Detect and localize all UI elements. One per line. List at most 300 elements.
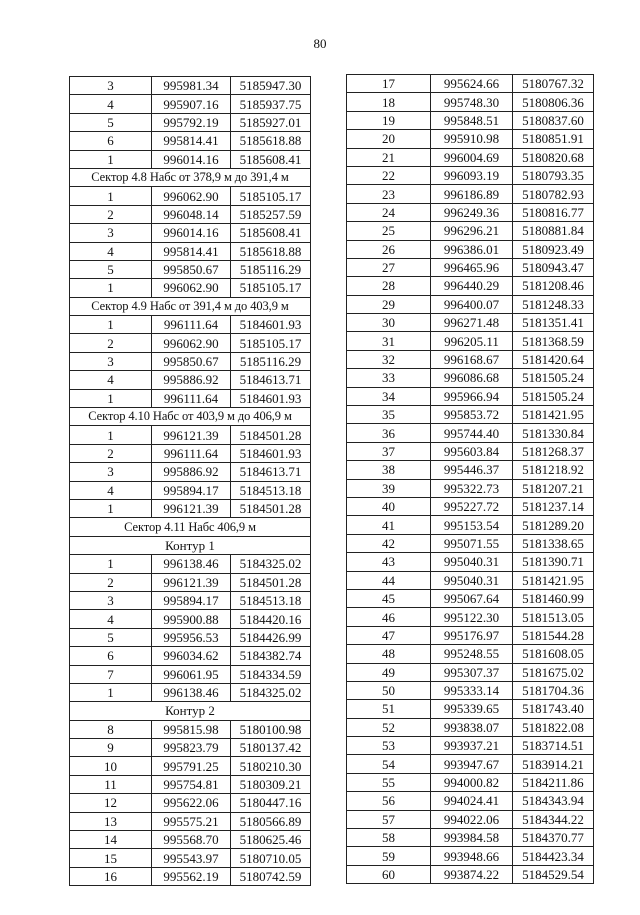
table-row: [347, 130, 594, 148]
table-row: [70, 463, 311, 481]
y-coordinate-cell: 5180837.60: [513, 111, 594, 129]
point-number-cell: 1: [70, 683, 152, 701]
y-coordinate-cell: 5184613.71: [231, 371, 311, 389]
point-number-cell: 21: [347, 148, 431, 166]
table-row: [347, 258, 594, 276]
table-row: [347, 773, 594, 791]
point-number-cell: 19: [347, 111, 431, 129]
point-number-cell: 20: [347, 130, 431, 148]
y-coordinate-cell: 5184601.93: [231, 389, 311, 407]
table-row: [347, 847, 594, 865]
point-number-cell: 2: [70, 334, 152, 352]
y-coordinate-cell: 5185608.41: [231, 150, 311, 168]
x-coordinate-cell: 995791.25: [152, 757, 231, 775]
point-number-cell: 36: [347, 424, 431, 442]
table-row: [70, 831, 311, 849]
point-number-cell: 45: [347, 589, 431, 607]
x-coordinate-cell: 996296.21: [431, 222, 513, 240]
y-coordinate-cell: 5181544.28: [513, 626, 594, 644]
point-number-cell: 3: [70, 224, 152, 242]
y-coordinate-cell: 5181421.95: [513, 571, 594, 589]
contour-header-row: [70, 702, 311, 720]
x-coordinate-cell: 996111.64: [152, 316, 231, 334]
point-number-cell: 3: [70, 591, 152, 609]
y-coordinate-cell: 5181248.33: [513, 295, 594, 313]
y-coordinate-cell: 5184529.54: [513, 865, 594, 883]
y-coordinate-cell: 5185105.17: [231, 279, 311, 297]
x-coordinate-cell: 996271.48: [431, 314, 513, 332]
x-coordinate-cell: 995153.54: [431, 516, 513, 534]
y-coordinate-cell: 5185937.75: [231, 95, 311, 113]
y-coordinate-cell: 5181743.40: [513, 700, 594, 718]
table-row: [347, 461, 594, 479]
point-number-cell: 35: [347, 406, 431, 424]
point-number-cell: 1: [70, 426, 152, 444]
x-coordinate-cell: 995603.84: [431, 442, 513, 460]
table-row: [347, 387, 594, 405]
x-coordinate-cell: 995815.98: [152, 720, 231, 738]
point-number-cell: 2: [70, 444, 152, 462]
y-coordinate-cell: 5180816.77: [513, 203, 594, 221]
y-coordinate-cell: 5181330.84: [513, 424, 594, 442]
table-row: [70, 867, 311, 885]
x-coordinate-cell: 995907.16: [152, 95, 231, 113]
x-coordinate-cell: 995446.37: [431, 461, 513, 479]
x-coordinate-cell: 996121.39: [152, 573, 231, 591]
x-coordinate-cell: 995622.06: [152, 794, 231, 812]
sector-header-row: [70, 408, 311, 426]
table-row: [70, 647, 311, 665]
table-row: [70, 242, 311, 260]
point-number-cell: 3: [70, 463, 152, 481]
table-row: [347, 553, 594, 571]
y-coordinate-cell: 5184501.28: [231, 499, 311, 517]
point-number-cell: 46: [347, 608, 431, 626]
point-number-cell: 1: [70, 555, 152, 573]
point-number-cell: 15: [70, 849, 152, 867]
point-number-cell: 1: [70, 150, 152, 168]
table-row: [70, 389, 311, 407]
x-coordinate-cell: 996249.36: [431, 203, 513, 221]
x-coordinate-cell: 996034.62: [152, 647, 231, 665]
contour-title: Контур 1: [70, 536, 311, 554]
y-coordinate-cell: 5184513.18: [231, 481, 311, 499]
y-coordinate-cell: 5181237.14: [513, 497, 594, 515]
y-coordinate-cell: 5181289.20: [513, 516, 594, 534]
y-coordinate-cell: 5180806.36: [513, 93, 594, 111]
x-coordinate-cell: 995227.72: [431, 497, 513, 515]
table-row: [70, 426, 311, 444]
table-row: [347, 497, 594, 515]
sector-title: Сектор 4.8 Набс от 378,9 м до 391,4 м: [70, 168, 311, 186]
y-coordinate-cell: 5184601.93: [231, 444, 311, 462]
x-coordinate-cell: 996062.90: [152, 187, 231, 205]
y-coordinate-cell: 5181420.64: [513, 350, 594, 368]
table-row: [347, 645, 594, 663]
x-coordinate-cell: 996111.64: [152, 444, 231, 462]
point-number-cell: 17: [347, 75, 431, 93]
y-coordinate-cell: 5180309.21: [231, 775, 311, 793]
point-number-cell: 2: [70, 573, 152, 591]
table-row: [70, 849, 311, 867]
point-number-cell: 1: [70, 499, 152, 517]
y-coordinate-cell: 5185927.01: [231, 113, 311, 131]
x-coordinate-cell: 996014.16: [152, 224, 231, 242]
table-row: [70, 334, 311, 352]
x-coordinate-cell: 995040.31: [431, 571, 513, 589]
x-coordinate-cell: 993947.67: [431, 755, 513, 773]
x-coordinate-cell: 995624.66: [431, 75, 513, 93]
x-coordinate-cell: 995248.55: [431, 645, 513, 663]
y-coordinate-cell: 5180100.98: [231, 720, 311, 738]
sector-title: Сектор 4.11 Набс 406,9 м: [70, 518, 311, 536]
table-row: [347, 479, 594, 497]
point-number-cell: 3: [70, 77, 152, 95]
x-coordinate-cell: 996121.39: [152, 499, 231, 517]
y-coordinate-cell: 5184382.74: [231, 647, 311, 665]
table-row: [70, 279, 311, 297]
y-coordinate-cell: 5184513.18: [231, 591, 311, 609]
y-coordinate-cell: 5184420.16: [231, 610, 311, 628]
y-coordinate-cell: 5185105.17: [231, 187, 311, 205]
y-coordinate-cell: 5181608.05: [513, 645, 594, 663]
y-coordinate-cell: 5185105.17: [231, 334, 311, 352]
point-number-cell: 14: [70, 831, 152, 849]
point-number-cell: 31: [347, 332, 431, 350]
x-coordinate-cell: 994000.82: [431, 773, 513, 791]
table-row: [347, 626, 594, 644]
y-coordinate-cell: 5184423.34: [513, 847, 594, 865]
point-number-cell: 51: [347, 700, 431, 718]
contour-title: Контур 2: [70, 702, 311, 720]
point-number-cell: 1: [70, 279, 152, 297]
x-coordinate-cell: 995956.53: [152, 628, 231, 646]
point-number-cell: 18: [347, 93, 431, 111]
x-coordinate-cell: 995307.37: [431, 663, 513, 681]
point-number-cell: 43: [347, 553, 431, 571]
y-coordinate-cell: 5184613.71: [231, 463, 311, 481]
point-number-cell: 32: [347, 350, 431, 368]
table-row: [347, 111, 594, 129]
table-row: [347, 829, 594, 847]
x-coordinate-cell: 993937.21: [431, 737, 513, 755]
table-row: [70, 187, 311, 205]
table-row: [347, 332, 594, 350]
y-coordinate-cell: 5180210.30: [231, 757, 311, 775]
contour-header-row: [70, 536, 311, 554]
table-row: [347, 516, 594, 534]
coordinates-table-right-body: [347, 75, 594, 884]
table-row: [347, 148, 594, 166]
point-number-cell: 4: [70, 481, 152, 499]
table-row: [70, 205, 311, 223]
y-coordinate-cell: 5185116.29: [231, 260, 311, 278]
point-number-cell: 5: [70, 113, 152, 131]
y-coordinate-cell: 5180793.35: [513, 166, 594, 184]
point-number-cell: 56: [347, 792, 431, 810]
table-row: [70, 481, 311, 499]
table-row: [70, 95, 311, 113]
y-coordinate-cell: 5181390.71: [513, 553, 594, 571]
table-row: [70, 555, 311, 573]
x-coordinate-cell: 996121.39: [152, 426, 231, 444]
x-coordinate-cell: 995071.55: [431, 534, 513, 552]
table-row: [70, 352, 311, 370]
table-row: [70, 444, 311, 462]
point-number-cell: 23: [347, 185, 431, 203]
point-number-cell: 2: [70, 205, 152, 223]
table-row: [70, 150, 311, 168]
table-row: [347, 681, 594, 699]
y-coordinate-cell: 5181505.24: [513, 369, 594, 387]
x-coordinate-cell: 995122.30: [431, 608, 513, 626]
table-row: [70, 794, 311, 812]
point-number-cell: 26: [347, 240, 431, 258]
point-number-cell: 7: [70, 665, 152, 683]
x-coordinate-cell: 996168.67: [431, 350, 513, 368]
x-coordinate-cell: 996386.01: [431, 240, 513, 258]
table-row: [70, 77, 311, 95]
x-coordinate-cell: 996062.90: [152, 279, 231, 297]
x-coordinate-cell: 996138.46: [152, 683, 231, 701]
table-row: [347, 295, 594, 313]
table-row: [70, 775, 311, 793]
point-number-cell: 5: [70, 260, 152, 278]
point-number-cell: 1: [70, 187, 152, 205]
x-coordinate-cell: 995966.94: [431, 387, 513, 405]
x-coordinate-cell: 995910.98: [431, 130, 513, 148]
table-row: [70, 591, 311, 609]
x-coordinate-cell: 995562.19: [152, 867, 231, 885]
table-row: [347, 755, 594, 773]
x-coordinate-cell: 996014.16: [152, 150, 231, 168]
x-coordinate-cell: 995850.67: [152, 260, 231, 278]
y-coordinate-cell: 5184426.99: [231, 628, 311, 646]
y-coordinate-cell: 5185947.30: [231, 77, 311, 95]
table-row: [347, 166, 594, 184]
coordinates-table-right: [346, 74, 594, 884]
table-row: [347, 424, 594, 442]
table-row: [347, 700, 594, 718]
point-number-cell: 4: [70, 610, 152, 628]
table-row: [347, 534, 594, 552]
point-number-cell: 5: [70, 628, 152, 646]
table-row: [347, 203, 594, 221]
x-coordinate-cell: 993948.66: [431, 847, 513, 865]
point-number-cell: 53: [347, 737, 431, 755]
point-number-cell: 39: [347, 479, 431, 497]
y-coordinate-cell: 5184211.86: [513, 773, 594, 791]
y-coordinate-cell: 5180851.91: [513, 130, 594, 148]
table-row: [347, 240, 594, 258]
table-row: [70, 224, 311, 242]
table-row: [347, 571, 594, 589]
x-coordinate-cell: 996205.11: [431, 332, 513, 350]
point-number-cell: 57: [347, 810, 431, 828]
table-row: [347, 442, 594, 460]
y-coordinate-cell: 5181208.46: [513, 277, 594, 295]
y-coordinate-cell: 5184501.28: [231, 426, 311, 444]
point-number-cell: 11: [70, 775, 152, 793]
point-number-cell: 44: [347, 571, 431, 589]
point-number-cell: 28: [347, 277, 431, 295]
y-coordinate-cell: 5181513.05: [513, 608, 594, 626]
y-coordinate-cell: 5184344.22: [513, 810, 594, 828]
x-coordinate-cell: 995853.72: [431, 406, 513, 424]
x-coordinate-cell: 993874.22: [431, 865, 513, 883]
point-number-cell: 27: [347, 258, 431, 276]
table-row: [70, 628, 311, 646]
y-coordinate-cell: 5185618.88: [231, 242, 311, 260]
point-number-cell: 22: [347, 166, 431, 184]
table-row: [70, 371, 311, 389]
table-row: [347, 737, 594, 755]
table-row: [70, 113, 311, 131]
table-row: [70, 683, 311, 701]
y-coordinate-cell: 5180137.42: [231, 739, 311, 757]
sector-title: Сектор 4.9 Набс от 391,4 м до 403,9 м: [70, 297, 311, 315]
x-coordinate-cell: 994024.41: [431, 792, 513, 810]
x-coordinate-cell: 994022.06: [431, 810, 513, 828]
table-row: [70, 739, 311, 757]
x-coordinate-cell: 995754.81: [152, 775, 231, 793]
y-coordinate-cell: 5185618.88: [231, 132, 311, 150]
y-coordinate-cell: 5181505.24: [513, 387, 594, 405]
point-number-cell: 4: [70, 371, 152, 389]
x-coordinate-cell: 995543.97: [152, 849, 231, 867]
x-coordinate-cell: 996086.68: [431, 369, 513, 387]
point-number-cell: 41: [347, 516, 431, 534]
table-row: [70, 316, 311, 334]
y-coordinate-cell: 5184601.93: [231, 316, 311, 334]
x-coordinate-cell: 995850.67: [152, 352, 231, 370]
table-row: [347, 222, 594, 240]
x-coordinate-cell: 996093.19: [431, 166, 513, 184]
y-coordinate-cell: 5184325.02: [231, 683, 311, 701]
x-coordinate-cell: 995792.19: [152, 113, 231, 131]
y-coordinate-cell: 5181460.99: [513, 589, 594, 607]
table-row: [347, 277, 594, 295]
point-number-cell: 9: [70, 739, 152, 757]
point-number-cell: 55: [347, 773, 431, 791]
coordinates-table-left: [69, 76, 311, 886]
table-row: [347, 608, 594, 626]
x-coordinate-cell: 995886.92: [152, 463, 231, 481]
table-row: [347, 314, 594, 332]
y-coordinate-cell: 5181338.65: [513, 534, 594, 552]
y-coordinate-cell: 5185608.41: [231, 224, 311, 242]
point-number-cell: 12: [70, 794, 152, 812]
point-number-cell: 60: [347, 865, 431, 883]
x-coordinate-cell: 996062.90: [152, 334, 231, 352]
table-row: [70, 757, 311, 775]
point-number-cell: 33: [347, 369, 431, 387]
table-row: [70, 573, 311, 591]
x-coordinate-cell: 996186.89: [431, 185, 513, 203]
point-number-cell: 3: [70, 352, 152, 370]
point-number-cell: 30: [347, 314, 431, 332]
point-number-cell: 52: [347, 718, 431, 736]
x-coordinate-cell: 995814.41: [152, 242, 231, 260]
point-number-cell: 40: [347, 497, 431, 515]
table-row: [347, 185, 594, 203]
y-coordinate-cell: 5181675.02: [513, 663, 594, 681]
point-number-cell: 37: [347, 442, 431, 460]
point-number-cell: 16: [70, 867, 152, 885]
point-number-cell: 54: [347, 755, 431, 773]
point-number-cell: 59: [347, 847, 431, 865]
table-row: [70, 812, 311, 830]
y-coordinate-cell: 5184325.02: [231, 555, 311, 573]
table-row: [347, 865, 594, 883]
x-coordinate-cell: 995040.31: [431, 553, 513, 571]
table-row: [347, 718, 594, 736]
y-coordinate-cell: 5180923.49: [513, 240, 594, 258]
table-row: [347, 792, 594, 810]
point-number-cell: 13: [70, 812, 152, 830]
point-number-cell: 38: [347, 461, 431, 479]
point-number-cell: 48: [347, 645, 431, 663]
point-number-cell: 50: [347, 681, 431, 699]
table-row: [70, 132, 311, 150]
x-coordinate-cell: 993984.58: [431, 829, 513, 847]
y-coordinate-cell: 5184343.94: [513, 792, 594, 810]
table-row: [70, 499, 311, 517]
x-coordinate-cell: 995981.34: [152, 77, 231, 95]
x-coordinate-cell: 995067.64: [431, 589, 513, 607]
y-coordinate-cell: 5180625.46: [231, 831, 311, 849]
x-coordinate-cell: 996061.95: [152, 665, 231, 683]
point-number-cell: 34: [347, 387, 431, 405]
x-coordinate-cell: 995744.40: [431, 424, 513, 442]
point-number-cell: 8: [70, 720, 152, 738]
x-coordinate-cell: 995339.65: [431, 700, 513, 718]
y-coordinate-cell: 5181368.59: [513, 332, 594, 350]
x-coordinate-cell: 995848.51: [431, 111, 513, 129]
table-row: [347, 663, 594, 681]
y-coordinate-cell: 5185257.59: [231, 205, 311, 223]
table-row: [347, 589, 594, 607]
coordinates-table-left-body: [70, 77, 311, 886]
x-coordinate-cell: 995575.21: [152, 812, 231, 830]
y-coordinate-cell: 5180742.59: [231, 867, 311, 885]
point-number-cell: 1: [70, 389, 152, 407]
point-number-cell: 25: [347, 222, 431, 240]
table-row: [70, 610, 311, 628]
x-coordinate-cell: 996048.14: [152, 205, 231, 223]
x-coordinate-cell: 995814.41: [152, 132, 231, 150]
y-coordinate-cell: 5180566.89: [231, 812, 311, 830]
x-coordinate-cell: 995176.97: [431, 626, 513, 644]
y-coordinate-cell: 5180820.68: [513, 148, 594, 166]
y-coordinate-cell: 5184370.77: [513, 829, 594, 847]
y-coordinate-cell: 5181704.36: [513, 681, 594, 699]
point-number-cell: 24: [347, 203, 431, 221]
x-coordinate-cell: 996440.29: [431, 277, 513, 295]
x-coordinate-cell: 995886.92: [152, 371, 231, 389]
point-number-cell: 10: [70, 757, 152, 775]
point-number-cell: 42: [347, 534, 431, 552]
table-row: [347, 406, 594, 424]
x-coordinate-cell: 995823.79: [152, 739, 231, 757]
table-row: [70, 665, 311, 683]
x-coordinate-cell: 996138.46: [152, 555, 231, 573]
point-number-cell: 49: [347, 663, 431, 681]
x-coordinate-cell: 995894.17: [152, 481, 231, 499]
table-row: [70, 260, 311, 278]
sector-header-row: [70, 297, 311, 315]
x-coordinate-cell: 996400.07: [431, 295, 513, 313]
